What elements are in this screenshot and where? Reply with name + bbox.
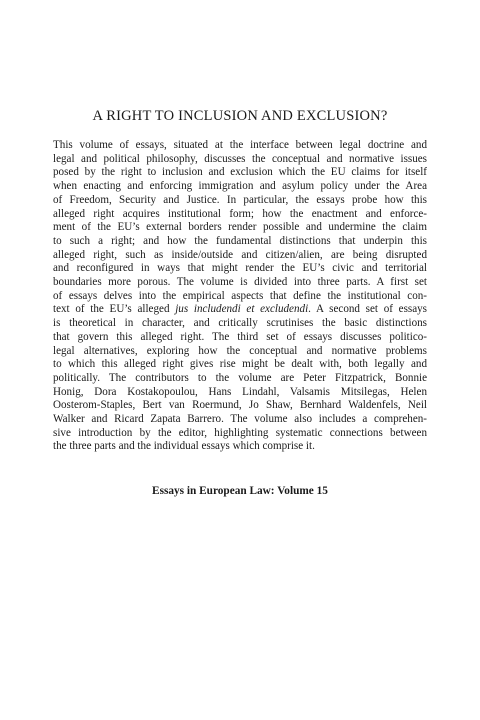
description-line: ment of the EU’s external borders render possible and undermine the claim xyxy=(53,221,427,234)
description-line: This volume of essays, situated at the interface between legal doctrine and xyxy=(53,139,427,151)
description-line: to such a right; and how the fundamental distinctions that underpin this xyxy=(53,234,427,247)
latin-phrase: jus includendi et excludendi xyxy=(175,303,309,316)
description-line: Walker and Ricard Zapata Barrero. The volume also includes a comprehen- xyxy=(53,413,427,426)
description-line: when enacting and enforcing immigration and asylum policy under the Area xyxy=(53,180,427,193)
description-line xyxy=(53,303,427,317)
description-line-text: text of the EU’s alleged xyxy=(53,303,176,316)
description-line: of Freedom, Security and Justice. In particular, the essays probe how this xyxy=(53,193,427,206)
description-line: boundaries more porous. The volume is divided into three parts. A first set xyxy=(53,276,427,289)
description-line: Honig, Dora Kostakopoulou, Hans Lindahl, Valsamis Mitsilegas, Helen xyxy=(53,385,427,398)
description-line: alleged right acquires institutional form; how the enactment and enforce- xyxy=(53,207,427,220)
description-line: of essays delves into the empirical aspects that define the institutional con- xyxy=(53,289,427,302)
description-line: the three parts and the individual essays which comprise it. xyxy=(53,440,315,453)
description-line: sive introduction by the editor, highlighting systematic connections between xyxy=(53,426,427,439)
book-description xyxy=(53,139,427,454)
description-line: alleged right, such as inside/outside and citizen/alien, are being disrupted xyxy=(53,248,427,261)
description-line-text: . A second set of essays xyxy=(308,303,427,316)
description-line: to which this alleged right gives rise might be dealt with, both legally and xyxy=(53,358,427,371)
description-line: legal and political philosophy, discusses the conceptual and normative issues xyxy=(53,152,427,165)
description-line: is theoretical in character, and critically scrutinises the basic distinctions xyxy=(53,317,427,330)
series-name: Essays in European Law: Volume 15 xyxy=(152,485,328,497)
description-line: Oosterom-Staples, Bert van Roermund, Jo Shaw, Bernhard Waldenfels, Neil xyxy=(53,399,427,412)
description-line: posed by the right to inclusion and exclusion which the EU claims for itself xyxy=(53,166,427,179)
description-line: politically. The contributors to the volume are Peter Fitzpatrick, Bonnie xyxy=(53,371,427,384)
description-line: that govern this alleged right. The third set of essays discusses politico- xyxy=(53,330,427,343)
description-line: and reconfigured in ways that might render the EU’s civic and territorial xyxy=(53,262,427,275)
book-title: A RIGHT TO INCLUSION AND EXCLUSION? xyxy=(92,108,388,124)
description-line: legal alternatives, exploring how the conceptual and normative problems xyxy=(53,344,427,357)
